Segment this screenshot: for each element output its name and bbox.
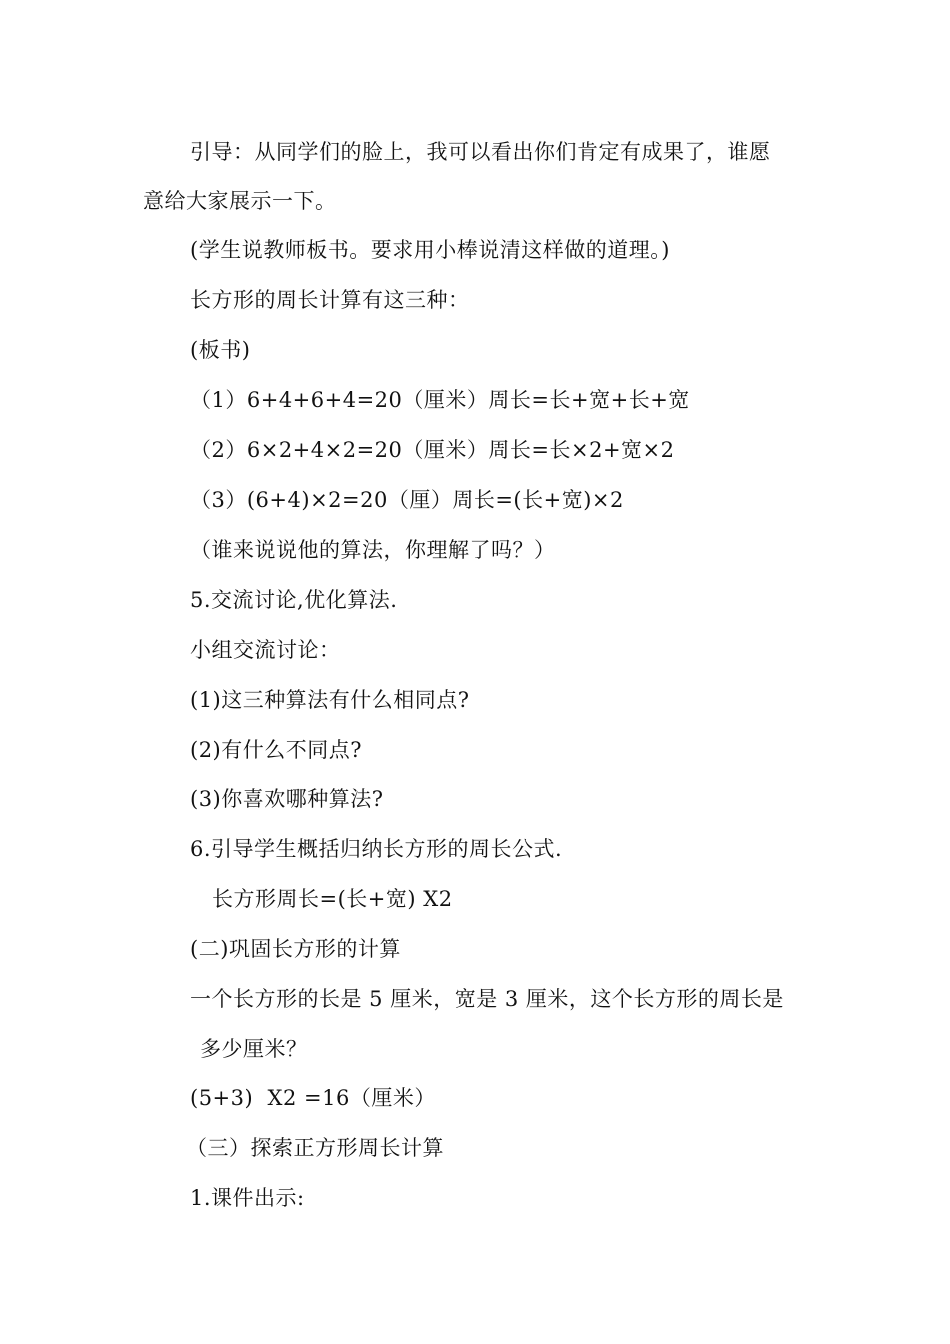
paragraph-guide-line-2: 意给大家展示一下。 — [143, 189, 337, 213]
section-2-heading: (二)巩固长方形的计算 — [190, 937, 401, 961]
method-3: （3）(6+4)×2=20（厘）周长=(长+宽)×2 — [190, 488, 624, 512]
exercise-line-1: 一个长方形的长是 5 厘米，宽是 3 厘米，这个长方形的周长是 — [190, 987, 784, 1011]
step-6-heading: 6.引导学生概括归纳长方形的周长公式. — [190, 837, 563, 861]
method-1: （1）6+4+6+4=20（厘米）周长=长+宽+长+宽 — [190, 388, 690, 412]
exercise-line-2: 多少厘米？ — [200, 1037, 308, 1061]
board-note: (板书) — [190, 338, 251, 362]
section-3-heading: （三）探索正方形周长计算 — [186, 1136, 444, 1160]
method-2: （2）6×2+4×2=20（厘米）周长=长×2+宽×2 — [190, 438, 675, 462]
question-1: (1)这三种算法有什么相同点? — [190, 688, 470, 712]
exercise-answer: (5+3) X2 =16（厘米） — [190, 1086, 436, 1110]
rectangle-perimeter-formula: 长方形周长=(长+宽) X2 — [212, 887, 453, 911]
step-5-heading: 5.交流讨论,优化算法. — [190, 588, 398, 612]
teacher-note: (学生说教师板书。要求用小棒说清这样做的道理。) — [190, 238, 670, 262]
question-2: (2)有什么不同点? — [190, 738, 363, 762]
courseware-display: 1.课件出示: — [190, 1186, 305, 1210]
paragraph-guide-line-1: 引导：从同学们的脸上，我可以看出你们肯定有成果了，谁愿 — [190, 140, 771, 164]
group-discussion-label: 小组交流讨论： — [190, 638, 341, 662]
three-methods-heading: 长方形的周长计算有这三种： — [190, 288, 470, 312]
explain-prompt: （谁来说说他的算法，你理解了吗？） — [190, 538, 556, 562]
question-3: (3)你喜欢哪种算法? — [190, 787, 384, 811]
